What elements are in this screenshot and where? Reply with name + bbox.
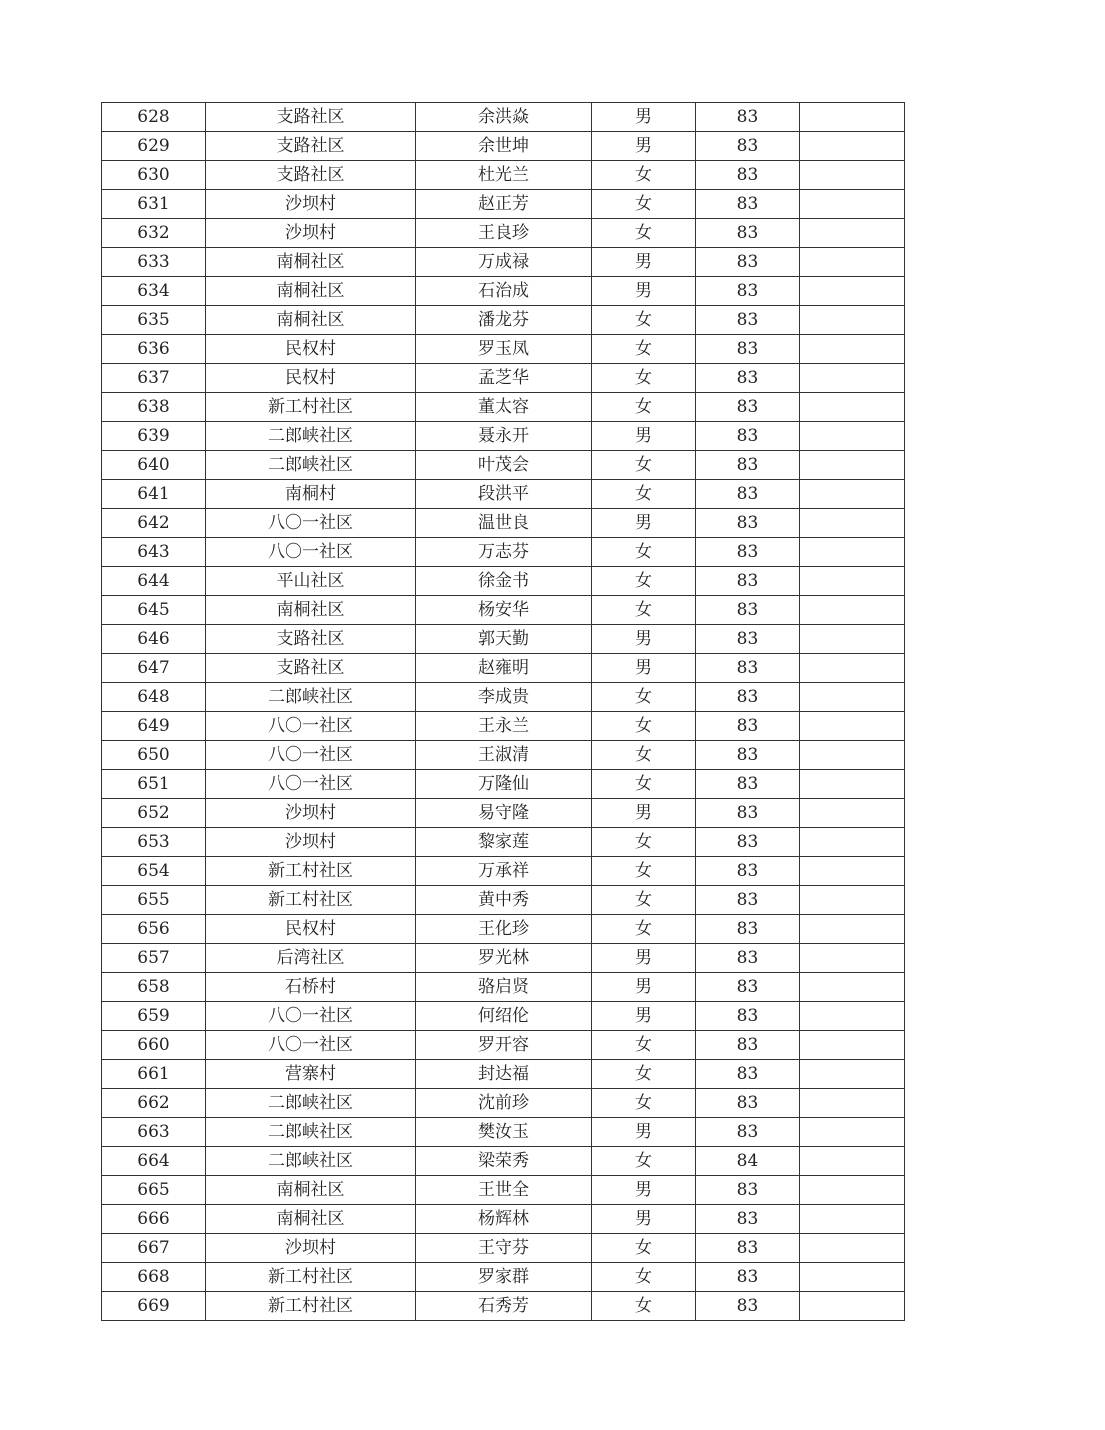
age-cell: 83: [696, 973, 800, 1002]
row-number-cell: 643: [102, 538, 206, 567]
table-row: [102, 625, 905, 654]
name-cell: 罗家群: [416, 1263, 592, 1292]
gender-cell: 女: [592, 915, 696, 944]
remark-cell: [800, 538, 905, 567]
gender-cell: 女: [592, 393, 696, 422]
table-row: [102, 1118, 905, 1147]
row-number-cell: 648: [102, 683, 206, 712]
table-row: [102, 538, 905, 567]
age-cell: 83: [696, 1002, 800, 1031]
community-cell: 新工村社区: [206, 393, 416, 422]
age-cell: 83: [696, 1263, 800, 1292]
age-cell: 84: [696, 1147, 800, 1176]
community-cell: 沙坝村: [206, 828, 416, 857]
remark-cell: [800, 219, 905, 248]
age-cell: 83: [696, 1031, 800, 1060]
row-number-cell: 667: [102, 1234, 206, 1263]
row-number-cell: 653: [102, 828, 206, 857]
gender-cell: 男: [592, 1002, 696, 1031]
table-row: [102, 1263, 905, 1292]
name-cell: 潘龙芬: [416, 306, 592, 335]
age-cell: 83: [696, 1089, 800, 1118]
name-cell: 余洪焱: [416, 103, 592, 132]
table-row: [102, 886, 905, 915]
gender-cell: 女: [592, 335, 696, 364]
remark-cell: [800, 393, 905, 422]
remark-cell: [800, 596, 905, 625]
remark-cell: [800, 712, 905, 741]
name-cell: 董太容: [416, 393, 592, 422]
table-row: [102, 1031, 905, 1060]
roster-table-body: [102, 103, 905, 1321]
age-cell: 83: [696, 451, 800, 480]
age-cell: 83: [696, 1234, 800, 1263]
remark-cell: [800, 828, 905, 857]
row-number-cell: 662: [102, 1089, 206, 1118]
gender-cell: 男: [592, 103, 696, 132]
community-cell: 二郎峡社区: [206, 683, 416, 712]
row-number-cell: 633: [102, 248, 206, 277]
name-cell: 罗玉凤: [416, 335, 592, 364]
table-row: [102, 596, 905, 625]
community-cell: 沙坝村: [206, 190, 416, 219]
age-cell: 83: [696, 190, 800, 219]
remark-cell: [800, 451, 905, 480]
name-cell: 叶茂会: [416, 451, 592, 480]
age-cell: 83: [696, 538, 800, 567]
remark-cell: [800, 480, 905, 509]
name-cell: 王守芬: [416, 1234, 592, 1263]
table-row: [102, 422, 905, 451]
table-row: [102, 799, 905, 828]
remark-cell: [800, 1002, 905, 1031]
remark-cell: [800, 509, 905, 538]
name-cell: 万隆仙: [416, 770, 592, 799]
gender-cell: 女: [592, 480, 696, 509]
row-number-cell: 654: [102, 857, 206, 886]
name-cell: 杨安华: [416, 596, 592, 625]
remark-cell: [800, 335, 905, 364]
community-cell: 南桐社区: [206, 277, 416, 306]
age-cell: 83: [696, 770, 800, 799]
community-cell: 南桐社区: [206, 596, 416, 625]
gender-cell: 女: [592, 219, 696, 248]
community-cell: 南桐村: [206, 480, 416, 509]
name-cell: 何绍伦: [416, 1002, 592, 1031]
gender-cell: 男: [592, 1176, 696, 1205]
row-number-cell: 659: [102, 1002, 206, 1031]
gender-cell: 男: [592, 132, 696, 161]
table-row: [102, 828, 905, 857]
community-cell: 石桥村: [206, 973, 416, 1002]
remark-cell: [800, 1234, 905, 1263]
row-number-cell: 651: [102, 770, 206, 799]
remark-cell: [800, 1118, 905, 1147]
remark-cell: [800, 944, 905, 973]
name-cell: 王世全: [416, 1176, 592, 1205]
age-cell: 83: [696, 1205, 800, 1234]
table-row: [102, 1205, 905, 1234]
remark-cell: [800, 1060, 905, 1089]
table-row: [102, 509, 905, 538]
remark-cell: [800, 770, 905, 799]
row-number-cell: 647: [102, 654, 206, 683]
age-cell: 83: [696, 567, 800, 596]
gender-cell: 男: [592, 509, 696, 538]
table-row: [102, 1002, 905, 1031]
gender-cell: 男: [592, 1205, 696, 1234]
name-cell: 徐金书: [416, 567, 592, 596]
community-cell: 营寨村: [206, 1060, 416, 1089]
remark-cell: [800, 567, 905, 596]
row-number-cell: 664: [102, 1147, 206, 1176]
community-cell: 二郎峡社区: [206, 1089, 416, 1118]
table-row: [102, 1176, 905, 1205]
row-number-cell: 652: [102, 799, 206, 828]
name-cell: 石秀芳: [416, 1292, 592, 1321]
row-number-cell: 663: [102, 1118, 206, 1147]
remark-cell: [800, 132, 905, 161]
gender-cell: 男: [592, 973, 696, 1002]
community-cell: 八〇一社区: [206, 712, 416, 741]
community-cell: 八〇一社区: [206, 538, 416, 567]
row-number-cell: 656: [102, 915, 206, 944]
community-cell: 沙坝村: [206, 1234, 416, 1263]
remark-cell: [800, 103, 905, 132]
name-cell: 赵正芳: [416, 190, 592, 219]
row-number-cell: 631: [102, 190, 206, 219]
roster-table: [101, 102, 905, 1321]
table-row: [102, 277, 905, 306]
age-cell: 83: [696, 1176, 800, 1205]
age-cell: 83: [696, 277, 800, 306]
community-cell: 新工村社区: [206, 886, 416, 915]
name-cell: 黄中秀: [416, 886, 592, 915]
gender-cell: 男: [592, 799, 696, 828]
row-number-cell: 657: [102, 944, 206, 973]
remark-cell: [800, 1292, 905, 1321]
table-row: [102, 567, 905, 596]
row-number-cell: 641: [102, 480, 206, 509]
name-cell: 易守隆: [416, 799, 592, 828]
remark-cell: [800, 364, 905, 393]
remark-cell: [800, 190, 905, 219]
community-cell: 二郎峡社区: [206, 1118, 416, 1147]
gender-cell: 女: [592, 1292, 696, 1321]
age-cell: 83: [696, 915, 800, 944]
row-number-cell: 668: [102, 1263, 206, 1292]
community-cell: 新工村社区: [206, 857, 416, 886]
community-cell: 支路社区: [206, 103, 416, 132]
name-cell: 杨辉林: [416, 1205, 592, 1234]
name-cell: 孟芝华: [416, 364, 592, 393]
row-number-cell: 666: [102, 1205, 206, 1234]
row-number-cell: 655: [102, 886, 206, 915]
remark-cell: [800, 915, 905, 944]
remark-cell: [800, 799, 905, 828]
remark-cell: [800, 1263, 905, 1292]
row-number-cell: 646: [102, 625, 206, 654]
table-row: [102, 103, 905, 132]
table-row: [102, 741, 905, 770]
gender-cell: 女: [592, 1234, 696, 1263]
name-cell: 石治成: [416, 277, 592, 306]
gender-cell: 女: [592, 306, 696, 335]
row-number-cell: 629: [102, 132, 206, 161]
name-cell: 王淑清: [416, 741, 592, 770]
table-row: [102, 1060, 905, 1089]
name-cell: 罗光林: [416, 944, 592, 973]
row-number-cell: 665: [102, 1176, 206, 1205]
row-number-cell: 637: [102, 364, 206, 393]
age-cell: 83: [696, 857, 800, 886]
age-cell: 83: [696, 364, 800, 393]
community-cell: 新工村社区: [206, 1292, 416, 1321]
row-number-cell: 649: [102, 712, 206, 741]
age-cell: 83: [696, 422, 800, 451]
table-row: [102, 1089, 905, 1118]
community-cell: 八〇一社区: [206, 1002, 416, 1031]
remark-cell: [800, 741, 905, 770]
row-number-cell: 660: [102, 1031, 206, 1060]
table-row: [102, 451, 905, 480]
row-number-cell: 658: [102, 973, 206, 1002]
gender-cell: 女: [592, 567, 696, 596]
age-cell: 83: [696, 741, 800, 770]
gender-cell: 男: [592, 422, 696, 451]
gender-cell: 女: [592, 857, 696, 886]
row-number-cell: 661: [102, 1060, 206, 1089]
community-cell: 支路社区: [206, 132, 416, 161]
row-number-cell: 639: [102, 422, 206, 451]
name-cell: 骆启贤: [416, 973, 592, 1002]
age-cell: 83: [696, 683, 800, 712]
remark-cell: [800, 886, 905, 915]
community-cell: 民权村: [206, 915, 416, 944]
age-cell: 83: [696, 1118, 800, 1147]
table-row: [102, 480, 905, 509]
age-cell: 83: [696, 886, 800, 915]
community-cell: 后湾社区: [206, 944, 416, 973]
gender-cell: 女: [592, 683, 696, 712]
community-cell: 新工村社区: [206, 1263, 416, 1292]
remark-cell: [800, 277, 905, 306]
community-cell: 支路社区: [206, 161, 416, 190]
row-number-cell: 644: [102, 567, 206, 596]
gender-cell: 女: [592, 1147, 696, 1176]
remark-cell: [800, 1147, 905, 1176]
table-row: [102, 654, 905, 683]
name-cell: 余世坤: [416, 132, 592, 161]
name-cell: 万承祥: [416, 857, 592, 886]
remark-cell: [800, 1205, 905, 1234]
name-cell: 王化珍: [416, 915, 592, 944]
table-row: [102, 306, 905, 335]
row-number-cell: 634: [102, 277, 206, 306]
row-number-cell: 642: [102, 509, 206, 538]
table-row: [102, 973, 905, 1002]
remark-cell: [800, 683, 905, 712]
community-cell: 南桐社区: [206, 1176, 416, 1205]
gender-cell: 女: [592, 712, 696, 741]
gender-cell: 男: [592, 248, 696, 277]
age-cell: 83: [696, 161, 800, 190]
name-cell: 聂永开: [416, 422, 592, 451]
row-number-cell: 650: [102, 741, 206, 770]
age-cell: 83: [696, 596, 800, 625]
community-cell: 八〇一社区: [206, 741, 416, 770]
gender-cell: 女: [592, 1089, 696, 1118]
name-cell: 王永兰: [416, 712, 592, 741]
community-cell: 八〇一社区: [206, 1031, 416, 1060]
table-row: [102, 132, 905, 161]
name-cell: 李成贵: [416, 683, 592, 712]
table-row: [102, 1234, 905, 1263]
table-row: [102, 335, 905, 364]
gender-cell: 女: [592, 1263, 696, 1292]
age-cell: 83: [696, 712, 800, 741]
remark-cell: [800, 161, 905, 190]
age-cell: 83: [696, 219, 800, 248]
gender-cell: 男: [592, 277, 696, 306]
name-cell: 万成禄: [416, 248, 592, 277]
name-cell: 段洪平: [416, 480, 592, 509]
name-cell: 封达福: [416, 1060, 592, 1089]
community-cell: 南桐社区: [206, 248, 416, 277]
name-cell: 梁荣秀: [416, 1147, 592, 1176]
remark-cell: [800, 248, 905, 277]
age-cell: 83: [696, 509, 800, 538]
row-number-cell: 638: [102, 393, 206, 422]
community-cell: 支路社区: [206, 625, 416, 654]
remark-cell: [800, 857, 905, 886]
remark-cell: [800, 1176, 905, 1205]
remark-cell: [800, 1031, 905, 1060]
gender-cell: 男: [592, 654, 696, 683]
row-number-cell: 635: [102, 306, 206, 335]
community-cell: 平山社区: [206, 567, 416, 596]
gender-cell: 女: [592, 741, 696, 770]
community-cell: 南桐社区: [206, 1205, 416, 1234]
gender-cell: 女: [592, 596, 696, 625]
age-cell: 83: [696, 828, 800, 857]
gender-cell: 女: [592, 190, 696, 219]
remark-cell: [800, 625, 905, 654]
name-cell: 黎家莲: [416, 828, 592, 857]
remark-cell: [800, 422, 905, 451]
age-cell: 83: [696, 1292, 800, 1321]
community-cell: 民权村: [206, 335, 416, 364]
remark-cell: [800, 973, 905, 1002]
table-row: [102, 1147, 905, 1176]
table-row: [102, 857, 905, 886]
name-cell: 赵雍明: [416, 654, 592, 683]
gender-cell: 男: [592, 625, 696, 654]
name-cell: 郭天勤: [416, 625, 592, 654]
age-cell: 83: [696, 132, 800, 161]
community-cell: 二郎峡社区: [206, 1147, 416, 1176]
age-cell: 83: [696, 480, 800, 509]
row-number-cell: 640: [102, 451, 206, 480]
community-cell: 支路社区: [206, 654, 416, 683]
community-cell: 南桐社区: [206, 306, 416, 335]
community-cell: 二郎峡社区: [206, 451, 416, 480]
name-cell: 温世良: [416, 509, 592, 538]
table-row: [102, 364, 905, 393]
gender-cell: 女: [592, 364, 696, 393]
table-row: [102, 1292, 905, 1321]
remark-cell: [800, 654, 905, 683]
gender-cell: 女: [592, 161, 696, 190]
table-row: [102, 770, 905, 799]
community-cell: 民权村: [206, 364, 416, 393]
age-cell: 83: [696, 335, 800, 364]
name-cell: 樊汝玉: [416, 1118, 592, 1147]
age-cell: 83: [696, 1060, 800, 1089]
age-cell: 83: [696, 625, 800, 654]
gender-cell: 女: [592, 828, 696, 857]
age-cell: 83: [696, 944, 800, 973]
name-cell: 王良珍: [416, 219, 592, 248]
table-row: [102, 190, 905, 219]
gender-cell: 女: [592, 770, 696, 799]
name-cell: 罗开容: [416, 1031, 592, 1060]
gender-cell: 女: [592, 538, 696, 567]
remark-cell: [800, 1089, 905, 1118]
age-cell: 83: [696, 799, 800, 828]
community-cell: 沙坝村: [206, 219, 416, 248]
age-cell: 83: [696, 393, 800, 422]
community-cell: 沙坝村: [206, 799, 416, 828]
table-row: [102, 944, 905, 973]
age-cell: 83: [696, 306, 800, 335]
table-row: [102, 161, 905, 190]
table-row: [102, 915, 905, 944]
age-cell: 83: [696, 654, 800, 683]
community-cell: 八〇一社区: [206, 770, 416, 799]
name-cell: 万志芬: [416, 538, 592, 567]
age-cell: 83: [696, 248, 800, 277]
row-number-cell: 645: [102, 596, 206, 625]
community-cell: 八〇一社区: [206, 509, 416, 538]
table-row: [102, 248, 905, 277]
table-row: [102, 712, 905, 741]
age-cell: 83: [696, 103, 800, 132]
community-cell: 二郎峡社区: [206, 422, 416, 451]
name-cell: 沈前珍: [416, 1089, 592, 1118]
gender-cell: 女: [592, 451, 696, 480]
row-number-cell: 630: [102, 161, 206, 190]
remark-cell: [800, 306, 905, 335]
row-number-cell: 632: [102, 219, 206, 248]
row-number-cell: 636: [102, 335, 206, 364]
table-row: [102, 683, 905, 712]
name-cell: 杜光兰: [416, 161, 592, 190]
gender-cell: 男: [592, 944, 696, 973]
gender-cell: 男: [592, 1118, 696, 1147]
table-row: [102, 393, 905, 422]
row-number-cell: 669: [102, 1292, 206, 1321]
gender-cell: 女: [592, 1031, 696, 1060]
table-row: [102, 219, 905, 248]
row-number-cell: 628: [102, 103, 206, 132]
gender-cell: 女: [592, 1060, 696, 1089]
gender-cell: 女: [592, 886, 696, 915]
